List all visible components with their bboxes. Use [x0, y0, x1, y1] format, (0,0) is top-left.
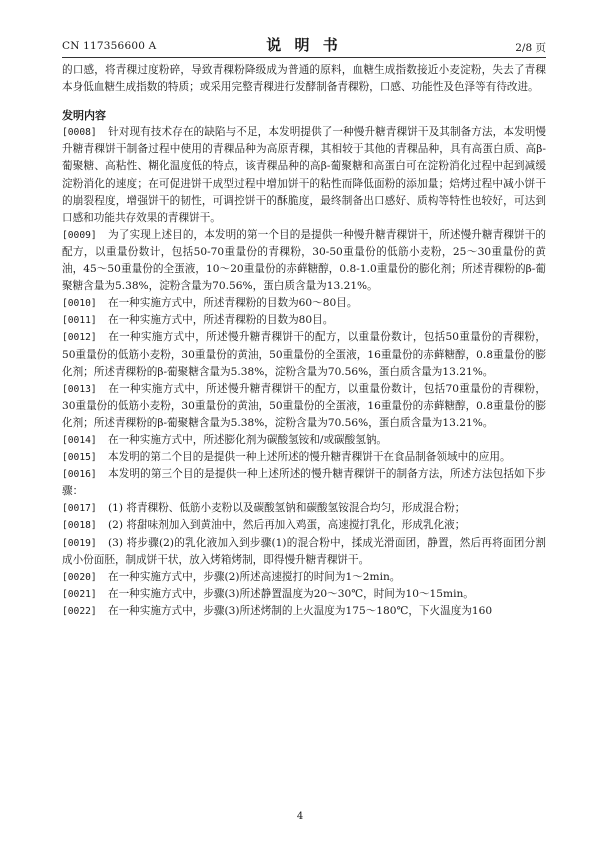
document-title: 说 明 书	[266, 36, 342, 54]
page-header	[62, 34, 546, 56]
patent-number: CN 117356600 A	[62, 40, 157, 52]
paragraph-number: [0008]	[62, 127, 97, 139]
paragraph-number: [0021]	[62, 588, 97, 600]
paragraph-number: [0011]	[62, 315, 97, 327]
numbered-paragraph	[62, 432, 546, 449]
paragraph-number: [0010]	[62, 298, 97, 310]
paragraph-number: [0018]	[62, 520, 97, 532]
paragraph-number: [0014]	[62, 434, 97, 446]
header-divider	[62, 57, 546, 58]
paragraph-text: 在一种实施方式中，所述膨化剂为碳酸氢铵和/或碳酸氢钠。	[108, 433, 388, 446]
document-body	[62, 62, 546, 620]
paragraph-number: [0012]	[62, 332, 97, 344]
numbered-paragraph	[62, 124, 546, 227]
numbered-paragraph	[62, 603, 546, 620]
paragraph-number: [0017]	[62, 503, 97, 515]
numbered-paragraph	[62, 381, 546, 432]
paragraph-text: 在一种实施方式中，所述青稞粉的目数为60～80目。	[108, 297, 358, 310]
page-number: 4	[296, 811, 304, 822]
paragraph-text: 在一种实施方式中，步骤(3)所述静置温度为20～30℃，时间为10～15min。	[108, 587, 474, 600]
paragraph-number: [0016]	[62, 469, 97, 481]
paragraph-text: (1) 将青稞粉、低筋小麦粉以及碳酸氢钠和碳酸氢铵混合均匀，形成混合粉；	[108, 502, 466, 515]
paragraph-text: 本发明的第三个目的是提供一种上述所述的慢升糖青稞饼干的制备方法，所述方法包括如下步骤：	[62, 468, 546, 498]
paragraph-number: [0013]	[62, 383, 97, 395]
numbered-paragraph	[62, 329, 546, 380]
numbered-paragraph	[62, 295, 546, 312]
numbered-paragraph	[62, 500, 546, 517]
numbered-paragraph	[62, 227, 546, 295]
paragraph-list	[62, 124, 546, 620]
paragraph-text: 针对现有技术存在的缺陷与不足，本发明提供了一种慢升糖青稞饼干及其制备方法，本发明慢升糖青稞饼干制备过程中使用的青稞品种为高原青稞，其相较于其他的青稞品种，具有高蛋白质、高β-葡聚糖、高粘性、糊化温度低的特点，该青稞品种的高β-葡聚糖和高蛋白可在淀粉消化过程中起到减缓淀粉消化的速度；在可促进饼干成型过程中增加饼干的粘性而降低面粉的添加量；焙烤过程中减小饼干的崩裂程度，增强饼干的韧性，可调控饼干的酥脆度，最终制备出口感好、质构等特性也较好，可达到口感和功能共存效果的青稞饼干。	[62, 126, 546, 224]
paragraph-text: 在一种实施方式中，所述青稞粉的目数为80目。	[108, 314, 334, 327]
paragraph-number: [0015]	[62, 452, 97, 464]
numbered-paragraph	[62, 312, 546, 329]
numbered-paragraph	[62, 569, 546, 586]
page-info: 2/8 页	[515, 42, 546, 54]
paragraph-number: [0022]	[62, 605, 97, 617]
paragraph-text: 在一种实施方式中，所述慢升糖青稞饼干的配方，以重量份数计，包括70重量份的青稞粉，30重量份的低筋小麦粉，30重量份的黄油，50重量份的全蛋液，16重量份的赤藓糖醇，0.8重量份的膨化剂；所述青稞粉的β-葡聚糖含量为5.38%，淀粉含量为70.56%，蛋白质含量为13.21%。	[62, 382, 546, 429]
paragraph-number: [0009]	[62, 229, 97, 241]
numbered-paragraph	[62, 466, 546, 500]
paragraph-text: 为了实现上述目的，本发明的第一个目的是提供一种慢升糖青稞饼干，所述慢升糖青稞饼干的配方，以重量份数计，包括50-70重量份的青稞粉，30-50重量份的低筋小麦粉，25～30重量份的黄油，45～50重量份的全蛋液，10～20重量份的赤藓糖醇，0.8-1.0重量份的膨化剂；所述青稞粉的β-葡聚糖含量为5.38%，淀粉含量为70.56%，蛋白质含量为13.21%。	[62, 228, 546, 293]
paragraph-number: [0020]	[62, 571, 97, 583]
section-title: 发明内容	[62, 109, 106, 123]
numbered-paragraph	[62, 535, 546, 569]
paragraph-text: 在一种实施方式中，步骤(3)所述烤制的上火温度为175～180℃，下火温度为160	[108, 604, 493, 617]
paragraph-text: 在一种实施方式中，步骤(2)所述高速搅打的时间为1～2min。	[108, 570, 401, 583]
paragraph-text: (2) 将甜味剂加入到黄油中，然后再加入鸡蛋，高速搅打乳化，形成乳化液；	[108, 519, 466, 532]
numbered-paragraph	[62, 517, 546, 534]
paragraph-text: 在一种实施方式中，所述慢升糖青稞饼干的配方，以重量份数计，包括50重量份的青稞粉，50重量份的低筋小麦粉，30重量份的黄油，50重量份的全蛋液，16重量份的赤藓糖醇，0.8重量份的膨化剂；所述青稞粉的β-葡聚糖含量为5.38%，淀粉含量为70.56%，蛋白质含量为13.21%。	[62, 331, 546, 378]
numbered-paragraph	[62, 449, 546, 466]
paragraph-number: [0019]	[62, 537, 97, 549]
intro-paragraph: 的口感，将青稞过度粉碎，导致青稞粉降级成为普通的原料，血糖生成指数接近小麦淀粉，失去了青稞本身低血糖生成指数的特质；或采用完整青稞进行发酵制备青稞粉，口感、功能性及色泽等有待改进。	[62, 64, 546, 94]
paragraph-text: 本发明的第二个目的是提供一种上述所述的慢升糖青稞饼干在食品制备领域中的应用。	[108, 451, 511, 464]
numbered-paragraph	[62, 586, 546, 603]
paragraph-text: (3) 将步骤(2)的乳化液加入到步骤(1)的混合粉中，揉成光滑面团，静置，然后再将面团分割成小份面胚，制成饼干状，放入烤箱烤制，即得慢升糖青稞饼干。	[62, 536, 546, 566]
